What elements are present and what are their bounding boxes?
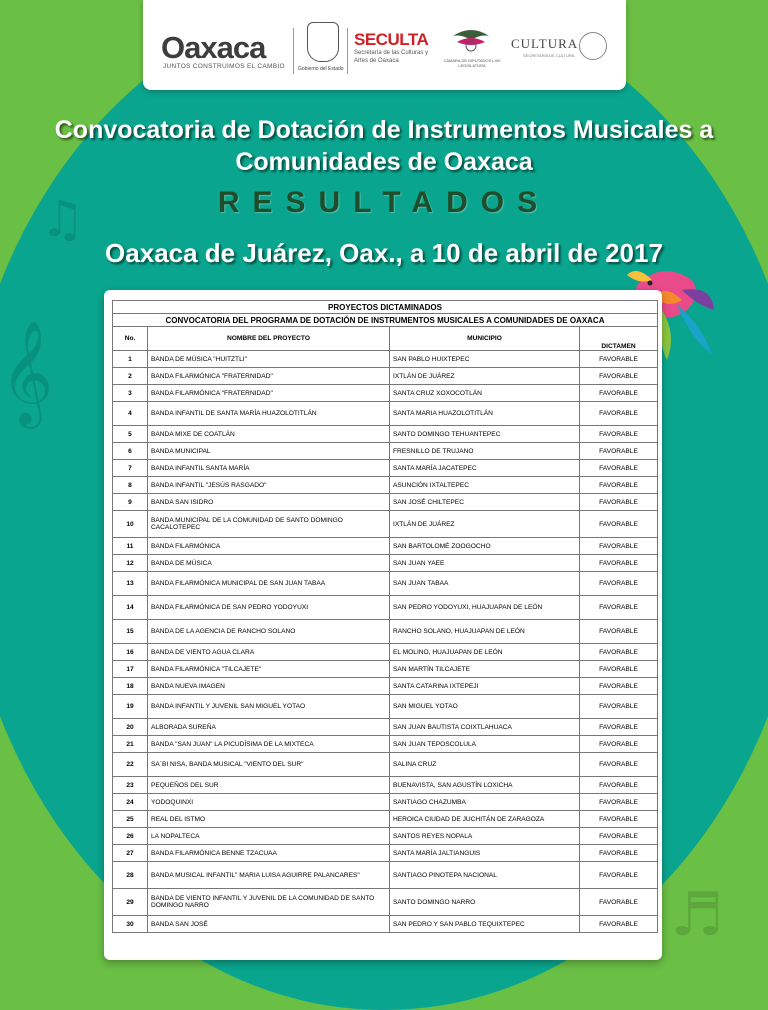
resultados-heading: RESULTADOS: [217, 186, 551, 219]
dictamen: FAVORABLE: [580, 862, 658, 889]
municipio: FRESNILLO DE TRUJANO: [390, 443, 580, 460]
project-name: BANDA FILARMÓNICA BENNE TZACUAA: [148, 845, 390, 862]
municipio: SAN JUAN TEPOSCOLULA: [390, 736, 580, 753]
results-table: [112, 300, 658, 933]
table-row: [113, 368, 658, 385]
table-row: [113, 678, 658, 695]
municipio: SAN JUAN YAEE: [390, 555, 580, 572]
table-row: [113, 661, 658, 678]
municipio: SAN PABLO HUIXTEPEC: [390, 351, 580, 368]
title-line-1: Convocatoria de Dotación de Instrumentos Musicales a: [54, 116, 714, 144]
municipio: BUENAVISTA, SAN AGUSTÍN LOXICHA: [390, 777, 580, 794]
table-row: [113, 644, 658, 661]
table-caption: CONVOCATORIA DEL PROGRAMA DE DOTACIÓN DE INSTRUMENTOS MUSICALES A COMUNIDADES DE OAXACA: [113, 314, 658, 327]
project-name: BANDA "SAN JUAN" LA PICUDÍSIMA DE LA MIXTECA: [148, 736, 390, 753]
project-name: BANDA MUNICIPAL: [148, 443, 390, 460]
project-name: BANDA SAN JOSÉ: [148, 916, 390, 933]
dictamen: FAVORABLE: [580, 678, 658, 695]
row-number: 12: [113, 555, 148, 572]
project-name: PEQUEÑOS DEL SUR: [148, 777, 390, 794]
dictamen: FAVORABLE: [580, 351, 658, 368]
page-title: [0, 114, 768, 178]
project-name: BANDA FILARMÓNICA "FRATERNIDAD": [148, 385, 390, 402]
row-number: 11: [113, 538, 148, 555]
municipio: RANCHO SOLANO, HUAJUAPAN DE LEÓN: [390, 620, 580, 644]
table-row: [113, 828, 658, 845]
row-number: 9: [113, 494, 148, 511]
dictamen: FAVORABLE: [580, 443, 658, 460]
dictamen: FAVORABLE: [580, 661, 658, 678]
project-name: BANDA DE VIENTO AGUA CLARA: [148, 644, 390, 661]
dictamen: FAVORABLE: [580, 511, 658, 538]
dictamen: FAVORABLE: [580, 494, 658, 511]
row-number: 13: [113, 572, 148, 596]
table-row: [113, 695, 658, 719]
municipio: SAN JUAN BAUTISTA COIXTLAHUACA: [390, 719, 580, 736]
municipio: HEROICA CIUDAD DE JUCHITÁN DE ZARAGOZA: [390, 811, 580, 828]
dictamen: FAVORABLE: [580, 426, 658, 443]
mexico-coat-icon: [579, 32, 607, 60]
table-row: [113, 736, 658, 753]
project-name: ALBORADA SUREÑA: [148, 719, 390, 736]
row-number: 25: [113, 811, 148, 828]
table-row: [113, 494, 658, 511]
table-row: [113, 351, 658, 368]
dictamen: FAVORABLE: [580, 572, 658, 596]
dictamen: FAVORABLE: [580, 555, 658, 572]
camara-caption: CÁMARA DE DIPUTADOS LXIII LEGISLATURA: [443, 58, 501, 68]
row-number: 4: [113, 402, 148, 426]
table-row: [113, 794, 658, 811]
project-name: BANDA FILARMÓNICA: [148, 538, 390, 555]
row-number: 21: [113, 736, 148, 753]
divider: [293, 28, 294, 74]
table-caption-row: [113, 301, 658, 314]
project-name: SA´BI NISA, BANDA MUSICAL "VIENTO DEL SUR": [148, 753, 390, 777]
row-number: 15: [113, 620, 148, 644]
municipio: SAN MIGUEL YOTAO: [390, 695, 580, 719]
municipio: SANTA CATARINA IXTEPEJI: [390, 678, 580, 695]
oaxaca-tagline: JUNTOS CONSTRUIMOS EL CAMBIO: [163, 63, 285, 70]
municipio: SAN JOSÉ CHILTEPEC: [390, 494, 580, 511]
project-name: BANDA FILARMÓNICA "FRATERNIDAD": [148, 368, 390, 385]
table-row: [113, 719, 658, 736]
row-number: 20: [113, 719, 148, 736]
table-row: [113, 620, 658, 644]
row-number: 3: [113, 385, 148, 402]
table-row: [113, 460, 658, 477]
table-caption: PROYECTOS DICTAMINADOS: [113, 301, 658, 314]
dictamen: FAVORABLE: [580, 811, 658, 828]
table-row: [113, 385, 658, 402]
row-number: 29: [113, 889, 148, 916]
table-row: [113, 538, 658, 555]
dictamen: FAVORABLE: [580, 828, 658, 845]
oaxaca-logo: Oaxaca: [161, 30, 266, 65]
row-number: 22: [113, 753, 148, 777]
table-row: [113, 916, 658, 933]
music-note-icon: ♫: [40, 190, 85, 248]
row-number: 10: [113, 511, 148, 538]
table-row: [113, 753, 658, 777]
column-header-name: NOMBRE DEL PROYECTO: [148, 327, 390, 351]
dictamen: FAVORABLE: [580, 719, 658, 736]
municipio: SANTO DOMINGO NARRO: [390, 889, 580, 916]
row-number: 18: [113, 678, 148, 695]
cultura-logo: CULTURA: [511, 36, 579, 51]
table-row: [113, 596, 658, 620]
column-header-dictamen: DICTAMEN: [580, 327, 658, 351]
municipio: SANTA MARIA HUAZOLOTITLÁN: [390, 402, 580, 426]
table-row: [113, 777, 658, 794]
date-line: Oaxaca de Juárez, Oax., a 10 de abril de 2017: [105, 238, 663, 268]
dictamen: FAVORABLE: [580, 916, 658, 933]
project-name: BANDA INFANTIL SANTA MARÍA: [148, 460, 390, 477]
row-number: 2: [113, 368, 148, 385]
project-name: BANDA FILARMÓNICA MUNICIPAL DE SAN JUAN TABAA: [148, 572, 390, 596]
row-number: 14: [113, 596, 148, 620]
project-name: BANDA MUNICIPAL DE LA COMUNIDAD DE SANTO DOMINGO CACALOTEPEC: [148, 511, 390, 538]
municipio: SANTO DOMINGO TEHUANTEPEC: [390, 426, 580, 443]
results-card: [104, 290, 662, 960]
camara-eagle-icon: [451, 26, 491, 54]
dictamen: FAVORABLE: [580, 402, 658, 426]
dictamen: FAVORABLE: [580, 368, 658, 385]
row-number: 30: [113, 916, 148, 933]
logo-header: [143, 0, 626, 90]
row-number: 28: [113, 862, 148, 889]
municipio: IXTLÁN DE JUÁREZ: [390, 368, 580, 385]
row-number: 5: [113, 426, 148, 443]
municipio: SAN MARTÍN TILCAJETE: [390, 661, 580, 678]
municipio: SANTA MARÍA JALTIANGUIS: [390, 845, 580, 862]
project-name: BANDA INFANTIL Y JUVENIL SAN MIGUEL YOTAO: [148, 695, 390, 719]
table-row: [113, 845, 658, 862]
table-row: [113, 402, 658, 426]
secult-logo: SECULTA: [354, 30, 429, 49]
project-name: BANDA DE MÚSICA "HUITZTLI": [148, 351, 390, 368]
dictamen: FAVORABLE: [580, 753, 658, 777]
row-number: 27: [113, 845, 148, 862]
municipio: IXTLÁN DE JUÁREZ: [390, 511, 580, 538]
row-number: 19: [113, 695, 148, 719]
project-name: YODOQUINXI: [148, 794, 390, 811]
municipio: SAN PEDRO YODOYUXI, HUAJUAPAN DE LEÓN: [390, 596, 580, 620]
table-row: [113, 477, 658, 494]
column-header-no: No.: [113, 327, 148, 351]
dictamen: FAVORABLE: [580, 794, 658, 811]
municipio: SANTIAGO PINOTEPA NACIONAL: [390, 862, 580, 889]
municipio: SAN BARTOLOMÉ ZOOGOCHO: [390, 538, 580, 555]
secult-subtitle: Secretaría de las Culturas y Artes de Oaxaca: [354, 50, 429, 64]
municipio: ASUNCIÓN IXTALTEPEC: [390, 477, 580, 494]
row-number: 23: [113, 777, 148, 794]
music-note-icon: ♬: [670, 880, 724, 950]
municipio: EL MOLINO, HUAJUAPAN DE LEÓN: [390, 644, 580, 661]
dictamen: FAVORABLE: [580, 460, 658, 477]
table-caption-row: [113, 314, 658, 327]
table-row: [113, 426, 658, 443]
municipio: SANTA MARÍA JACATEPEC: [390, 460, 580, 477]
project-name: BANDA DE VIENTO INFANTIL Y JUVENIL DE LA COMUNIDAD DE SANTO DOMINGO NARRO: [148, 889, 390, 916]
gobierno-caption: Gobierno del Estado: [298, 66, 344, 72]
dictamen: FAVORABLE: [580, 620, 658, 644]
municipio: SAN JUAN TABAA: [390, 572, 580, 596]
project-name: BANDA SAN ISIDRO: [148, 494, 390, 511]
dictamen: FAVORABLE: [580, 845, 658, 862]
project-name: BANDA FILARMÓNICA "TILCAJETE": [148, 661, 390, 678]
row-number: 16: [113, 644, 148, 661]
project-name: BANDA INFANTIL DE SANTA MARÍA HUAZOLOTITLÁN: [148, 402, 390, 426]
table-header-row: [113, 327, 658, 351]
table-row: [113, 555, 658, 572]
row-number: 1: [113, 351, 148, 368]
dictamen: FAVORABLE: [580, 596, 658, 620]
project-name: REAL DEL ISTMO: [148, 811, 390, 828]
cultura-subtitle: SECRETARÍA DE CULTURA: [523, 53, 575, 58]
row-number: 7: [113, 460, 148, 477]
row-number: 24: [113, 794, 148, 811]
table-row: [113, 889, 658, 916]
municipio: SAN PEDRO Y SAN PABLO TEQUIXTEPEC: [390, 916, 580, 933]
dictamen: FAVORABLE: [580, 538, 658, 555]
table-row: [113, 862, 658, 889]
project-name: LA NOPALTECA: [148, 828, 390, 845]
project-name: BANDA DE LA AGENCIA DE RANCHO SOLANO: [148, 620, 390, 644]
dictamen: FAVORABLE: [580, 477, 658, 494]
project-name: BANDA FILARMÓNICA DE SAN PEDRO YODOYUXI: [148, 596, 390, 620]
municipio: SANTOS REYES NOPALA: [390, 828, 580, 845]
dictamen: FAVORABLE: [580, 644, 658, 661]
dictamen: FAVORABLE: [580, 889, 658, 916]
title-line-2: Comunidades de Oaxaca: [235, 148, 533, 176]
dictamen: FAVORABLE: [580, 736, 658, 753]
table-row: [113, 811, 658, 828]
state-seal-icon: [307, 22, 339, 62]
table-row: [113, 572, 658, 596]
project-name: BANDA NUEVA IMAGEN: [148, 678, 390, 695]
project-name: BANDA INFANTIL "JESÚS RASGADO": [148, 477, 390, 494]
row-number: 26: [113, 828, 148, 845]
project-name: BANDA MIXE DE COATLÁN: [148, 426, 390, 443]
row-number: 17: [113, 661, 148, 678]
project-name: BANDA DE MÚSICA: [148, 555, 390, 572]
municipio: SALINA CRUZ: [390, 753, 580, 777]
row-number: 6: [113, 443, 148, 460]
dictamen: FAVORABLE: [580, 385, 658, 402]
municipio: SANTIAGO CHAZUMBA: [390, 794, 580, 811]
project-name: BANDA MUSICAL INFANTIL" MARIA LUISA AGUIRRE PALANCARES": [148, 862, 390, 889]
divider: [347, 28, 348, 74]
municipio: SANTA CRUZ XOXOCOTLÁN: [390, 385, 580, 402]
table-row: [113, 511, 658, 538]
dictamen: FAVORABLE: [580, 777, 658, 794]
music-note-icon: 𝄞: [0, 320, 54, 425]
row-number: 8: [113, 477, 148, 494]
dictamen: FAVORABLE: [580, 695, 658, 719]
table-row: [113, 443, 658, 460]
column-header-municipio: MUNICIPIO: [390, 327, 580, 351]
